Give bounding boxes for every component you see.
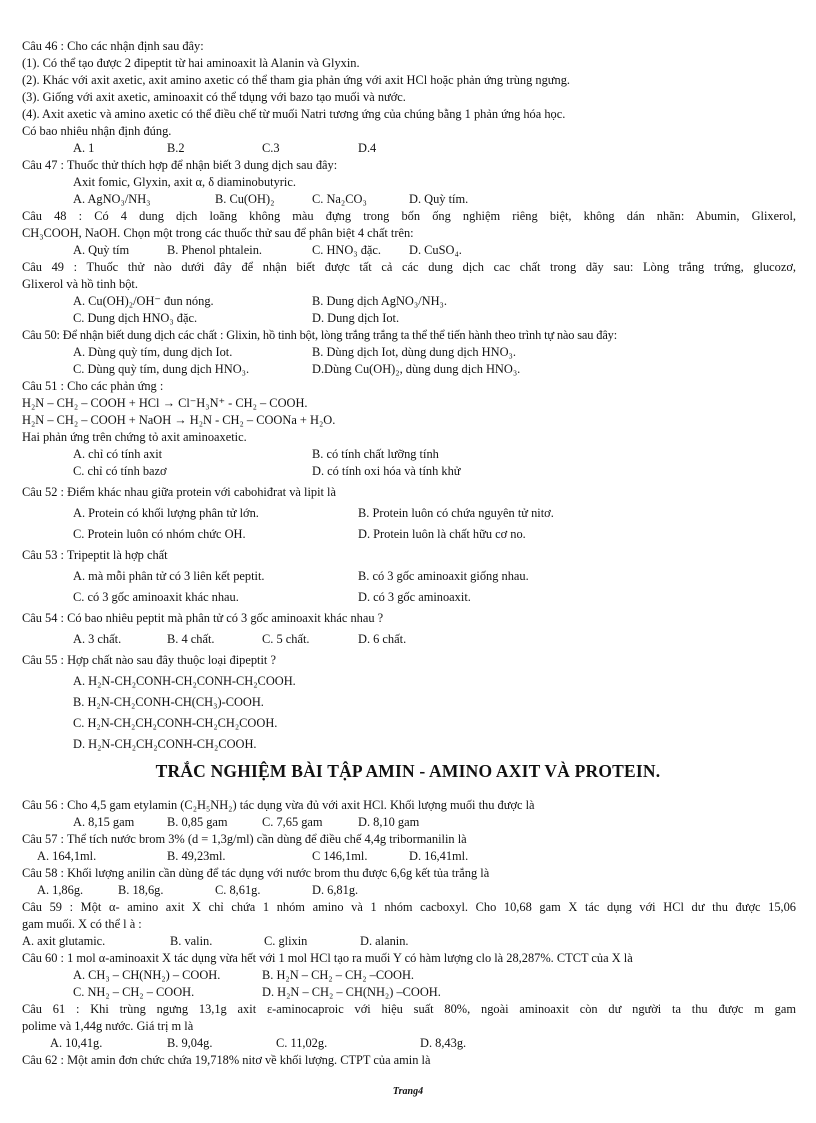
q49-stem: Câu 49 : Thuốc thử nào dưới đây để nhận biết được tất cả các dung dịch cac chất trong dãy sau: Lòng trắng trứng, glucozơ,	[22, 260, 796, 274]
q57-option-c: C 146,1ml.	[312, 849, 368, 863]
q50-option-b: B. Dùng dịch Iot, dùng dung dịch HNO₃.	[312, 345, 516, 359]
q61-option-a: A. 10,41g.	[50, 1036, 103, 1050]
q47-option-a: A. AgNO₃/NH₃	[73, 192, 151, 206]
q51-option-d: D. có tính oxi hóa và tính khử	[312, 464, 461, 478]
q56-option-d: D. 8,10 gam	[358, 815, 420, 829]
q56-stem: Câu 56 : Cho 4,5 gam etylamin (C₂H₅NH₂) tác dụng vừa đủ với axit HCl. Khối lượng muối thu được là	[22, 798, 535, 812]
q54-option-b: B. 4 chất.	[167, 632, 215, 646]
q49-option-c: C. Dung dịch HNO₃ đặc.	[73, 311, 198, 325]
q51-option-c: C. chỉ có tính bazơ	[73, 464, 167, 478]
q55-option-c: C. H₂N-CH₂CH₂CONH-CH₂CH₂COOH.	[73, 716, 278, 730]
q47-option-b: B. Cu(OH)₂	[215, 192, 275, 206]
q59-option-c: C. glixin	[264, 934, 308, 948]
q58-option-b: B. 18,6g.	[118, 883, 164, 897]
q47-option-c: C. Na₂CO₃	[312, 192, 367, 206]
q54-option-a: A. 3 chất.	[73, 632, 122, 646]
q52-stem: Câu 52 : Điểm khác nhau giữa protein với cabohiđrat và lipit là	[22, 485, 337, 499]
q46-statement-2: (2). Khác với axit axetic, axit amino axetic có thể tham gia phản ứng với axit HCl hoặc phản ứng trùng ngưng.	[22, 73, 571, 87]
q46-option-d: D.4	[358, 141, 377, 155]
q47-substances: Axit fomic, Glyxin, axit α, δ diaminobutyric.	[73, 175, 296, 189]
q46-stem: Câu 46 : Cho các nhận định sau đây:	[22, 39, 204, 53]
q59-option-a: A. axit glutamic.	[22, 934, 106, 948]
q57-option-a: A. 164,1ml.	[37, 849, 97, 863]
q60-option-b: B. H₂N – CH₂ – CH₂ –COOH.	[262, 968, 415, 982]
q49-option-d: D. Dung dịch Iot.	[312, 311, 400, 325]
q52-option-a: A. Protein có khối lượng phân tử lớn.	[73, 506, 259, 520]
q57-option-b: B. 49,23ml.	[167, 849, 226, 863]
section-heading: TRẮC NGHIỆM BÀI TẬP AMIN - AMINO AXIT VÀ PROTEIN.	[155, 761, 661, 781]
q61-stem: Câu 61 : Khi trùng ngưng 13,1g axit ε-aminocaproic với hiệu suất 80%, ngoài aminoaxit còn dư người ta thu được m gam	[22, 1002, 796, 1016]
q61-option-d: D. 8,43g.	[420, 1036, 467, 1050]
q55-stem: Câu 55 : Hợp chất nào sau đây thuộc loại đipeptit ?	[22, 653, 276, 667]
q53-option-c: C. có 3 gốc aminoaxit khác nhau.	[73, 590, 239, 604]
q60-option-d: D. H₂N – CH₂ – CH(NH₂) –COOH.	[262, 985, 441, 999]
q49-stem-cont: Glixerol và hồ tinh bột.	[22, 277, 138, 291]
q59-stem: Câu 59 : Một α- amino axit X chỉ chứa 1 nhóm amino và 1 nhóm cacboxyl. Cho 10,68 gam X tác dụng với HCl dư thu được 15,06	[22, 900, 796, 914]
q50-option-a: A. Dùng quỳ tím, dung dịch Iot.	[73, 345, 233, 359]
q52-option-c: C. Protein luôn có nhóm chức OH.	[73, 527, 246, 541]
q53-option-d: D. có 3 gốc aminoaxit.	[358, 590, 471, 604]
q62-stem: Câu 62 : Một amin đơn chức chứa 19,718% nitơ về khối lượng. CTPT của amin là	[22, 1053, 431, 1067]
q56-option-b: B. 0,85 gam	[167, 815, 228, 829]
q54-option-d: D. 6 chất.	[358, 632, 407, 646]
q46-option-c: C.3	[262, 141, 280, 155]
q53-option-b: B. có 3 gốc aminoaxit giống nhau.	[358, 569, 529, 583]
q59-stem-cont: gam muối. X có thể l à :	[22, 917, 142, 931]
q60-stem: Câu 60 : 1 mol α-aminoaxit X tác dụng vừa hết với 1 mol HCl tạo ra muối Y có hàm lượng clo là 28,287%. CTCT của X là	[22, 951, 633, 965]
q47-option-d: D. Quỳ tím.	[409, 192, 469, 206]
q58-option-d: D. 6,81g.	[312, 883, 359, 897]
q48-option-c: C. HNO₃ đặc.	[312, 243, 382, 257]
q57-stem: Câu 57 : Thể tích nước brom 3% (d = 1,3g/ml) cần dùng để điều chế 4,4g tribormanilin là	[22, 832, 467, 846]
q47-stem: Câu 47 : Thuốc thử thích hợp để nhận biết 3 dung dịch sau đây:	[22, 158, 338, 172]
q49-option-b: B. Dung dịch AgNO₃/NH₃.	[312, 294, 447, 308]
q53-option-a: A. mà mỗi phân tử có 3 liên kết peptit.	[73, 569, 265, 583]
q61-option-b: B. 9,04g.	[167, 1036, 213, 1050]
q55-option-a: A. H₂N-CH₂CONH-CH₂CONH-CH₂COOH.	[73, 674, 296, 688]
q51-option-b: B. có tính chất lưỡng tính	[312, 447, 439, 461]
q59-option-d: D. alanin.	[360, 934, 409, 948]
q46-statement-1: (1). Có thể tạo được 2 đipeptit từ hai aminoaxit là Alanin và Glyxin.	[22, 56, 360, 70]
q46-statement-3: (3). Giống với axit axetic, aminoaxit có thể tdụng với bazo tạo muối và nước.	[22, 90, 406, 104]
q57-option-d: D. 16,41ml.	[409, 849, 469, 863]
q53-stem: Câu 53 : Tripeptit là hợp chất	[22, 548, 168, 562]
q51-option-a: A. chỉ có tính axit	[73, 447, 163, 461]
page-footer: Trang4	[392, 1086, 424, 1097]
q48-option-a: A. Quỳ tím	[73, 243, 130, 257]
q51-question: Hai phản ứng trên chứng tỏ axit aminoaxetic.	[22, 430, 247, 444]
q58-option-c: C. 8,61g.	[215, 883, 261, 897]
q46-question: Có bao nhiêu nhận định đúng.	[22, 124, 172, 138]
q61-option-c: C. 11,02g.	[276, 1036, 328, 1050]
q46-option-a: A. 1	[73, 141, 95, 155]
q48-stem-cont: CH₃COOH, NaOH. Chọn một trong các thuốc thử sau để phân biệt 4 chất trên:	[22, 226, 414, 240]
q58-stem: Câu 58 : Khối lượng anilin cần dùng để tác dụng với nước brom thu được 6,6g kết tủa trắng là	[22, 866, 490, 880]
q60-option-a: A. CH₃ – CH(NH₂) – COOH.	[73, 968, 221, 982]
q51-reaction-1: H₂N – CH₂ – COOH + HCl → Cl⁻H₃N⁺ - CH₂ – COOH.	[22, 396, 308, 410]
q49-option-a: A. Cu(OH)₂/OH⁻ đun nóng.	[73, 294, 214, 308]
q52-option-b: B. Protein luôn có chứa nguyên tử nitơ.	[358, 506, 554, 520]
q61-stem-cont: polime và 1,44g nước. Giá trị m là	[22, 1019, 194, 1033]
q56-option-a: A. 8,15 gam	[73, 815, 135, 829]
q50-option-c: C. Dùng quỳ tím, dung dịch HNO₃.	[73, 362, 250, 376]
q59-option-b: B. valin.	[170, 934, 213, 948]
q46-option-b: B.2	[167, 141, 185, 155]
q58-option-a: A. 1,86g.	[37, 883, 84, 897]
q54-stem: Câu 54 : Có bao nhiêu peptit mà phân tử có 3 gốc aminoaxit khác nhau ?	[22, 611, 384, 625]
q48-option-d: D. CuSO₄.	[409, 243, 462, 257]
q51-reaction-2: H₂N – CH₂ – COOH + NaOH → H₂N - CH₂ – COONa + H₂O.	[22, 413, 336, 427]
q50-stem: Câu 50: Để nhận biết dung dịch các chất : Glixin, hồ tinh bột, lòng trắng trắng ta thể thể tiến hành theo trình tự nào sau đây:	[22, 328, 618, 342]
q52-option-d: D. Protein luôn là chất hữu cơ no.	[358, 527, 526, 541]
q55-option-b: B. H₂N-CH₂CONH-CH(CH₃)-COOH.	[73, 695, 264, 709]
q51-stem: Câu 51 : Cho các phản ứng :	[22, 379, 164, 393]
q46-statement-4: (4). Axit axetic và amino axetic có thể điều chế từ muối Natri tương ứng của chúng bằng 1 phản ứng hóa học.	[22, 107, 566, 121]
q56-option-c: C. 7,65 gam	[262, 815, 323, 829]
q55-option-d: D. H₂N-CH₂CH₂CONH-CH₂COOH.	[73, 737, 257, 751]
q50-option-d: D.Dùng Cu(OH)₂, dùng dung dịch HNO₃.	[312, 362, 521, 376]
q48-option-b: B. Phenol phtalein.	[167, 243, 262, 257]
q48-stem: Câu 48 : Có 4 dung dịch loãng không màu đựng trong bốn ống nghiệm riêng biệt, không dán nhãn: Abumin, Glixerol,	[22, 209, 796, 223]
q60-option-c: C. NH₂ – CH₂ – COOH.	[73, 985, 195, 999]
q54-option-c: C. 5 chất.	[262, 632, 310, 646]
